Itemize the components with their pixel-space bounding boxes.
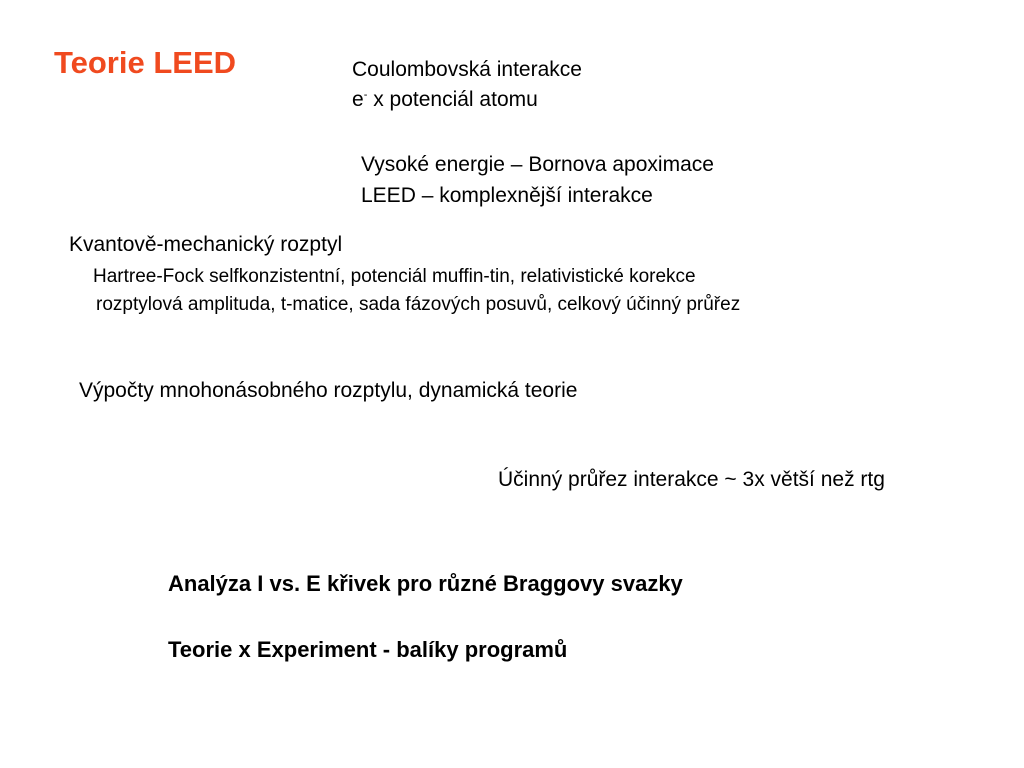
leed-complex-interaction-line: LEED – komplexnější interakce <box>361 184 653 207</box>
coulomb-interaction-line: Coulombovská interakce <box>352 58 582 81</box>
cross-section-line: Účinný průřez interakce ~ 3x větší než rtg <box>498 468 885 491</box>
scattering-amplitude-line: rozptylová amplituda, t-matice, sada fázových posuvů, celkový účinný průřez <box>96 294 741 315</box>
hartree-fock-line: Hartree-Fock selfkonzistentní, potenciál muffin-tin, relativistické korekce <box>93 266 696 287</box>
electron-potential-text: x potenciál atomu <box>367 88 538 111</box>
slide-title: Teorie LEED <box>54 45 237 80</box>
electron-charge-superscript: - <box>363 89 368 101</box>
theory-vs-experiment-line: Teorie x Experiment - balíky programů <box>168 637 568 662</box>
electron-symbol: e <box>352 88 364 111</box>
iv-curve-analysis-line: Analýza I vs. E křivek pro různé Braggovy svazky <box>168 571 683 596</box>
quantum-scattering-heading: Kvantově-mechanický rozptyl <box>69 233 343 256</box>
electron-potential-line <box>352 89 538 110</box>
high-energy-born-line: Vysoké energie – Bornova apoximace <box>361 153 714 176</box>
multiple-scattering-line: Výpočty mnohonásobného rozptylu, dynamická teorie <box>79 379 578 402</box>
